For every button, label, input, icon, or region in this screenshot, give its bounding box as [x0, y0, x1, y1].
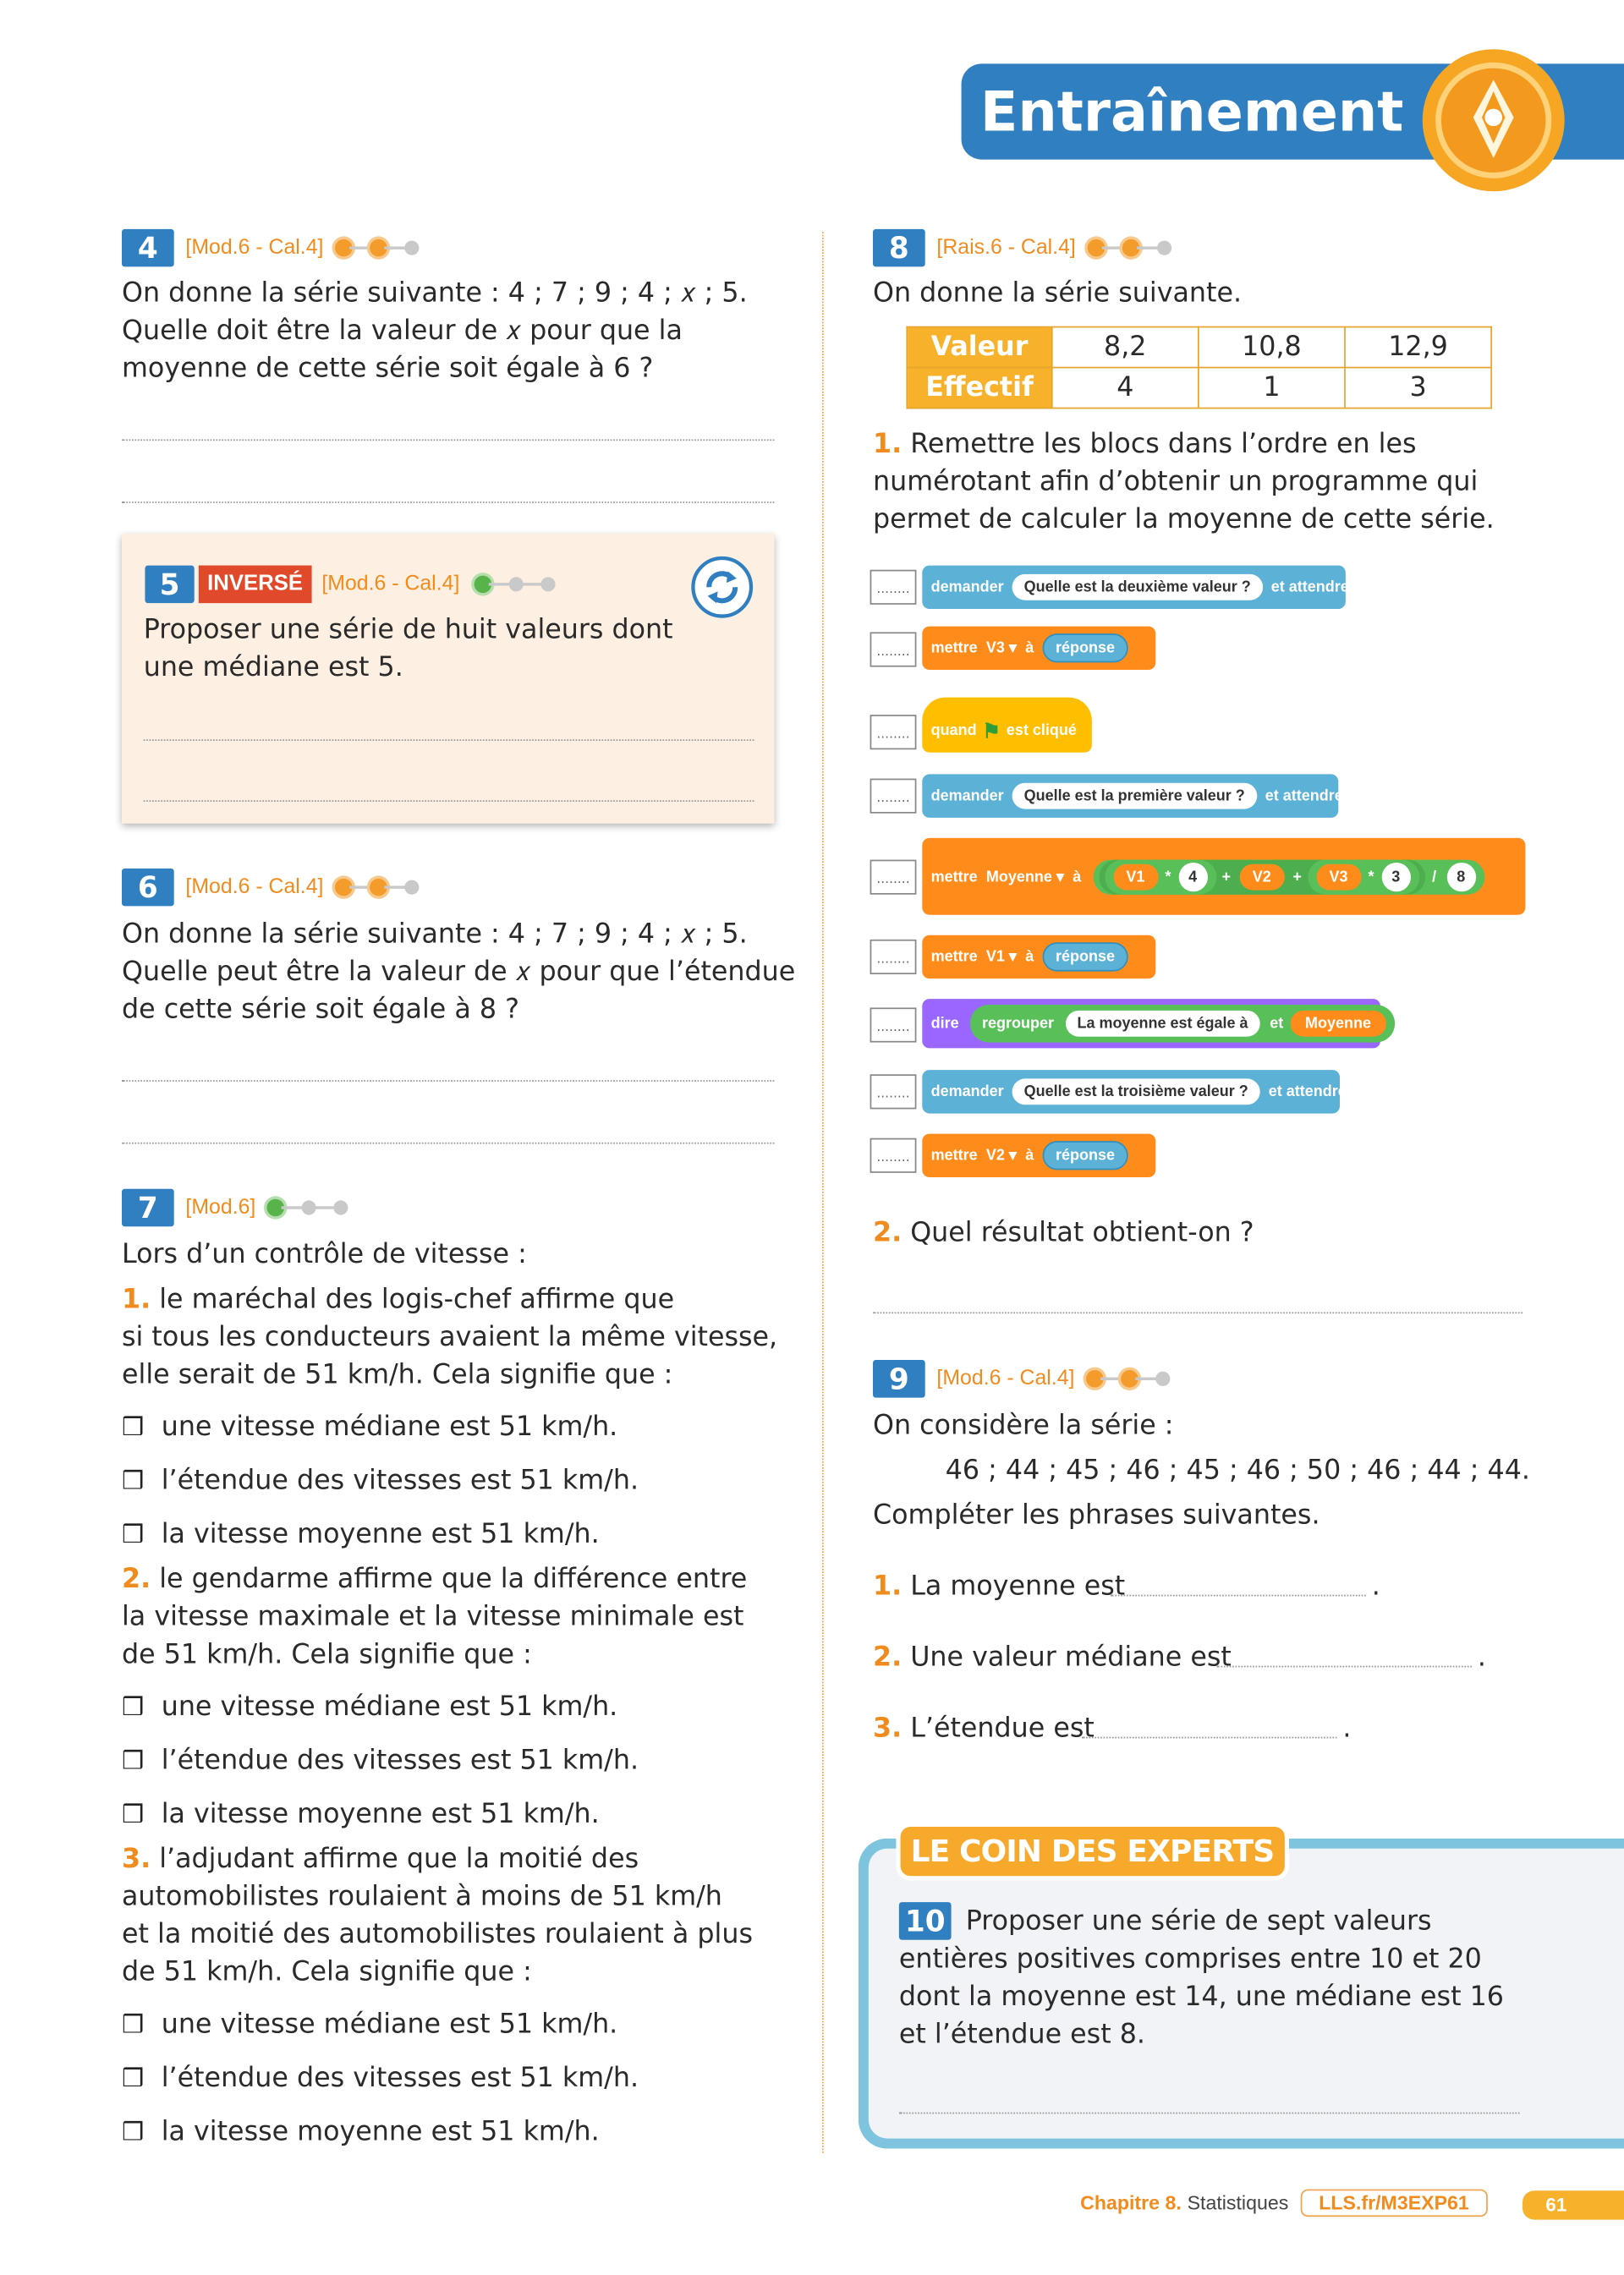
exercise-4-line-2: Quelle doit être la valeur de 𝑥 pour que la: [122, 315, 683, 347]
exercise-9-tag: [Mod.6 - Cal.4]: [936, 1367, 1075, 1390]
difficulty-dots: [267, 1199, 348, 1217]
answer-line[interactable]: [144, 739, 754, 741]
exercise-7-q1-line-3: elle serait de 51 km/h. Cela signifie que :: [122, 1360, 673, 1390]
checkbox-option[interactable]: ❒ l’étendue des vitesses est 51 km/h.: [122, 2060, 639, 2098]
exercise-7-q2-line-3: de 51 km/h. Cela signifie que :: [122, 1639, 532, 1670]
exercise-10-header: [899, 1902, 952, 1940]
footer-subject: Statistiques: [1187, 2192, 1289, 2214]
exercise-5-header: [145, 566, 555, 604]
answer-line[interactable]: [1082, 1737, 1337, 1739]
answer-line[interactable]: [122, 1143, 774, 1144]
answer-line[interactable]: [144, 800, 754, 802]
block-say-join[interactable]: dire regrouper La moyenne est égale à et Moyenne: [922, 999, 1380, 1048]
exercise-9-q3: 3. L’étendue est: [873, 1713, 1095, 1745]
checkbox-icon[interactable]: ❒: [122, 2118, 145, 2147]
difficulty-dots: [335, 239, 419, 257]
checkbox-option[interactable]: ❒ une vitesse médiane est 51 km/h.: [122, 2007, 617, 2045]
header-valeur: Valeur: [907, 327, 1051, 368]
exercise-6-number: 6: [122, 869, 174, 907]
order-slot[interactable]: ........: [870, 1074, 917, 1109]
block-ask-second[interactable]: demander Quelle est la deuxième valeur ? et attendre: [922, 566, 1346, 609]
exercise-7-q3-line-1: 3. l’adjudant affirme que la moitié des: [122, 1844, 639, 1875]
checkbox-icon[interactable]: ❒: [122, 1413, 145, 1443]
answer-line[interactable]: [1111, 1595, 1366, 1597]
exercise-7-q1-line-2: si tous les conducteurs avaient la même vitesse,: [122, 1322, 778, 1353]
checkbox-icon[interactable]: ❒: [122, 1801, 145, 1830]
exercise-6-line-2: Quelle peut être la valeur de 𝑥 pour que l’étendue: [122, 957, 796, 988]
experts-title: LE COIN DES EXPERTS: [896, 1823, 1288, 1881]
header-effectif: Effectif: [907, 368, 1051, 408]
table-cell: 8,2: [1052, 327, 1199, 368]
q2-number: 2.: [122, 1564, 151, 1595]
exercise-10-line-3: dont la moyenne est 14, une médiane est 16: [898, 1982, 1504, 2013]
exercise-7-q3-line-2: automobilistes roulaient à moins de 51 km/h: [122, 1882, 722, 1913]
exercise-8-q1-line-2: numérotant afin d’obtenir un programme qui: [873, 467, 1479, 497]
exercise-10-line-4: et l’étendue est 8.: [898, 2020, 1145, 2050]
exercise-8-number: 8: [873, 229, 925, 267]
block-set-v1[interactable]: mettre V1 ▾ à réponse: [922, 935, 1155, 979]
exercise-4-number: 4: [122, 229, 174, 267]
compass-logo-icon: [1421, 48, 1566, 193]
green-flag-icon: ⚑: [982, 718, 1001, 742]
exercise-8-intro: On donne la série suivante.: [873, 278, 1243, 310]
table-cell: 10,8: [1199, 327, 1345, 368]
exercise-6-header: [122, 869, 420, 907]
order-slot[interactable]: ........: [870, 1138, 917, 1173]
exercise-5-tag: [Mod.6 - Cal.4]: [321, 573, 460, 596]
difficulty-dots: [1088, 239, 1171, 257]
answer-line[interactable]: [1216, 1666, 1472, 1668]
exercise-7-intro: Lors d’un contrôle de vitesse :: [122, 1239, 527, 1270]
exercise-5-line-2: une médiane est 5.: [143, 652, 403, 683]
q1-number: 1.: [122, 1284, 151, 1315]
answer-line[interactable]: [873, 1312, 1522, 1313]
exercise-9-q1: 1. La moyenne est: [873, 1571, 1126, 1603]
order-slot[interactable]: ........: [870, 715, 917, 749]
exercise-4-tag: [Mod.6 - Cal.4]: [185, 236, 324, 260]
difficulty-dots: [1086, 1370, 1170, 1388]
table-cell: 4: [1052, 368, 1199, 408]
footer-chapter: Chapitre 8.: [1080, 2192, 1182, 2214]
period: .: [1477, 1642, 1486, 1674]
checkbox-icon[interactable]: ❒: [122, 1746, 145, 1776]
period: .: [1342, 1713, 1352, 1745]
checkbox-option[interactable]: ❒ la vitesse moyenne est 51 km/h.: [122, 2113, 600, 2152]
table-cell: 1: [1199, 368, 1345, 408]
exercise-7-q2-line-2: la vitesse maximale et la vitesse minimale est: [122, 1602, 744, 1633]
refresh-icon[interactable]: [690, 556, 754, 619]
block-set-v2[interactable]: mettre V2 ▾ à réponse: [922, 1134, 1155, 1177]
checkbox-icon[interactable]: ❒: [122, 2010, 145, 2040]
table-cell: 12,9: [1345, 327, 1491, 368]
block-set-moyenne[interactable]: mettre Moyenne ▾ à V1 * 4 + V2 + V3 * 3 / 8: [922, 838, 1525, 915]
block-ask-third[interactable]: demander Quelle est la troisième valeur ? et attendre: [922, 1070, 1340, 1113]
order-slot[interactable]: ........: [870, 779, 917, 814]
checkbox-icon[interactable]: ❒: [122, 1521, 145, 1550]
difficulty-dots: [474, 576, 555, 594]
checkbox-option[interactable]: ❒ une vitesse médiane est 51 km/h.: [122, 1689, 617, 1727]
footer: [1080, 2190, 1488, 2217]
exercise-9-q2: 2. Une valeur médiane est: [873, 1642, 1232, 1674]
exercise-4-line-3: moyenne de cette série soit égale à 6 ?: [122, 354, 654, 385]
exercise-4-line-1: On donne la série suivante : 4 ; 7 ; 9 ; 4 ; 𝑥 ; 5.: [122, 278, 748, 310]
checkbox-option[interactable]: ❒ la vitesse moyenne est 51 km/h.: [122, 1796, 600, 1834]
checkbox-option[interactable]: ❒ une vitesse médiane est 51 km/h.: [122, 1409, 617, 1447]
block-set-v3[interactable]: mettre V3 ▾ à réponse: [922, 627, 1155, 670]
value-table: [906, 326, 1492, 409]
exercise-6-tag: [Mod.6 - Cal.4]: [185, 875, 324, 899]
order-slot[interactable]: ........: [870, 570, 917, 605]
exercise-10-number: 10: [899, 1902, 952, 1940]
answer-line[interactable]: [899, 2113, 1520, 2114]
order-slot[interactable]: ........: [870, 632, 917, 666]
exercise-8-q1-line-3: permet de calculer la moyenne de cette série.: [873, 504, 1495, 535]
checkbox-icon[interactable]: ❒: [122, 2064, 145, 2094]
exercise-9-intro: On considère la série :: [873, 1411, 1174, 1441]
exercise-7-q3-line-4: de 51 km/h. Cela signifie que :: [122, 1957, 532, 1988]
exercise-10-line-2: entières positives comprises entre 10 et 20: [898, 1943, 1482, 1975]
table-cell: 3: [1345, 368, 1491, 408]
exercise-7-tag: [Mod.6]: [185, 1196, 256, 1220]
answer-line[interactable]: [122, 1080, 774, 1082]
exercise-9-series: 46 ; 44 ; 45 ; 46 ; 45 ; 46 ; 50 ; 46 ; 44 ; 44.: [945, 1455, 1530, 1487]
checkbox-icon[interactable]: ❒: [122, 1466, 145, 1497]
page-number: 61: [1522, 2190, 1624, 2219]
exercise-6-line-3: de cette série soit égale à 8 ?: [122, 995, 519, 1025]
exercise-9-header: [873, 1360, 1171, 1398]
exercise-8-q2: 2. Quel résultat obtient-on ?: [873, 1218, 1254, 1248]
inverse-badge: INVERSÉ: [199, 566, 311, 604]
checkbox-option[interactable]: ❒ la vitesse moyenne est 51 km/h.: [122, 1516, 600, 1554]
footer-link[interactable]: LLS.fr/M3EXP61: [1300, 2190, 1488, 2217]
exercise-5-number: 5: [145, 566, 194, 604]
exercise-5-line-1: Proposer une série de huit valeurs dont: [143, 614, 673, 645]
exercise-9-instruction: Compléter les phrases suivantes.: [873, 1500, 1320, 1532]
exercise-4-header: [122, 229, 420, 267]
answer-line[interactable]: [122, 502, 774, 503]
exercise-7-header: [122, 1189, 348, 1227]
q3-number: 3.: [122, 1844, 151, 1875]
exercise-7-q1-line-1: 1. le maréchal des logis-chef affirme que: [122, 1284, 675, 1315]
order-slot[interactable]: ........: [870, 1007, 917, 1042]
order-slot[interactable]: ........: [870, 940, 917, 974]
answer-line[interactable]: [122, 439, 774, 441]
page-title: Entraînement: [979, 79, 1404, 144]
block-ask-first[interactable]: demander Quelle est la première valeur ? et attendre: [922, 774, 1338, 817]
exercise-7-q2-line-1: 2. le gendarme affirme que la différence entre: [122, 1564, 748, 1595]
exercise-7-q3-line-3: et la moitié des automobilistes roulaient à plus: [122, 1919, 753, 1950]
exercise-6-line-1: On donne la série suivante : 4 ; 7 ; 9 ; 4 ; 𝑥 ; 5.: [122, 918, 748, 950]
exercise-9-number: 9: [873, 1360, 925, 1398]
exercise-10-line-1: Proposer une série de sept valeurs: [965, 1906, 1432, 1938]
exercise-8-q1-line-1: 1. Remettre les blocs dans l’ordre en les: [873, 429, 1417, 460]
checkbox-icon[interactable]: ❒: [122, 1693, 145, 1723]
exercise-7-number: 7: [122, 1189, 174, 1227]
column-separator: [822, 232, 824, 2152]
difficulty-dots: [335, 879, 419, 896]
exercise-8-tag: [Rais.6 - Cal.4]: [936, 236, 1076, 260]
checkbox-option[interactable]: ❒ l’étendue des vitesses est 51 km/h.: [122, 1743, 639, 1781]
block-when-flag-clicked[interactable]: quand ⚑ est cliqué: [922, 698, 1092, 753]
order-slot[interactable]: ........: [870, 860, 917, 895]
checkbox-option[interactable]: ❒ l’étendue des vitesses est 51 km/h.: [122, 1463, 639, 1501]
exercise-8-header: [873, 229, 1171, 267]
period: .: [1371, 1571, 1380, 1603]
